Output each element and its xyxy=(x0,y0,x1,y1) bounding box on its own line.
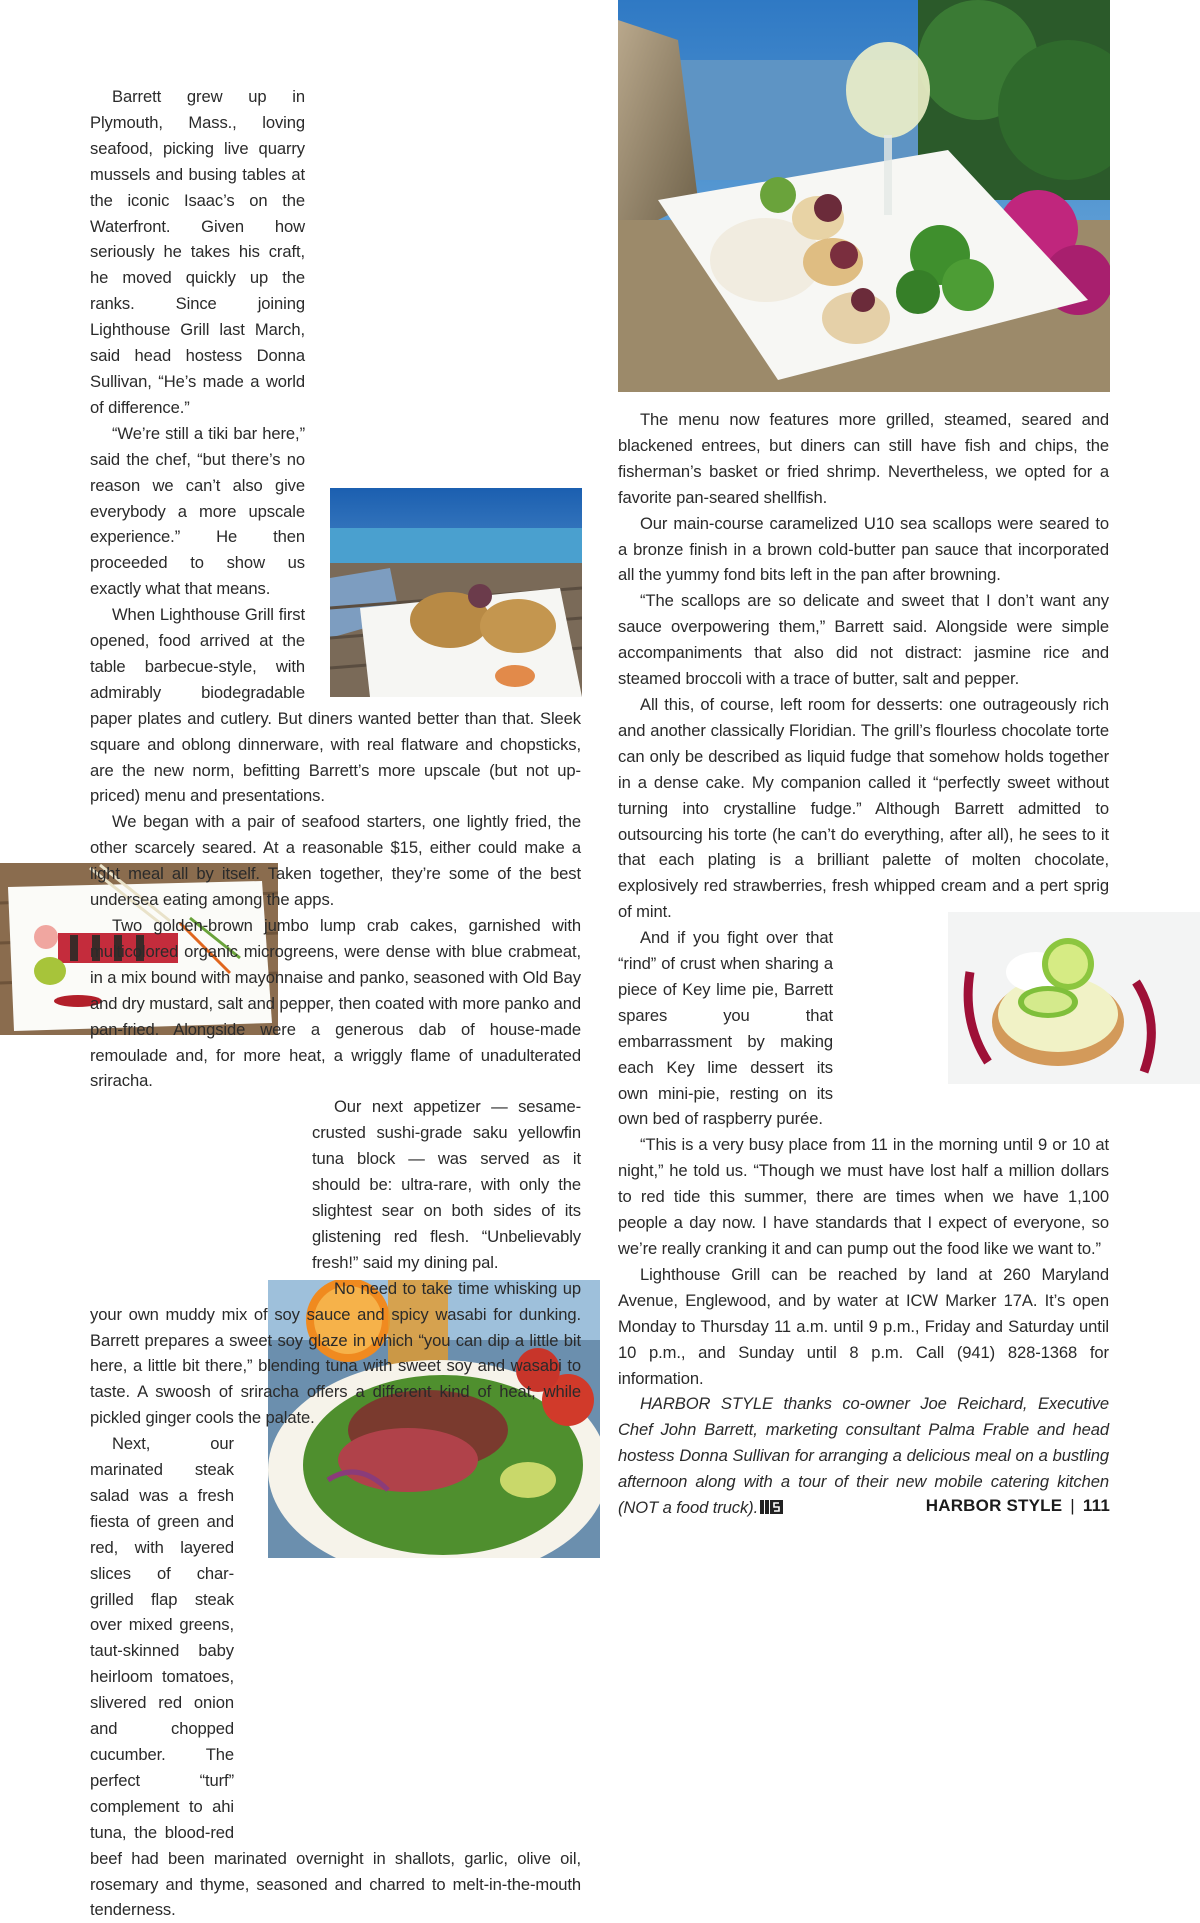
paragraph: Our main-course caramelized U10 sea scallops were seared to a bronze finish in a brown cold-butter pan sauce that incorporated all the yummy fond bits left in the pan after browning. xyxy=(618,513,1109,585)
paragraph: Two golden-brown jumbo lump crab cakes, garnished with multicolored organic microgreens, were dense with blue crabmeat, in a mix bound with mayonnaise and panko, seasoned with Old Bay and dry mustard, salt and pepper, then coated with more panko and pan-fried. Alongside were a generous dab of house-made remoulade and, for more heat, a wriggly flame of unadulterated sriracha. xyxy=(90,916,581,1091)
paragraph: Barrett grew up in Plymouth, Mass., loving seafood, picking live quarry mussels and busing tables at the iconic Isaac’s on the Waterfront. Given how seriously he takes his craft, he moved quickly up the ranks. Since joining Lighthouse Grill last March, said head hostess Donna Sullivan, “He’s made a world of difference.” xyxy=(90,87,305,417)
steak-wrap xyxy=(248,1535,581,1825)
paragraph: No need to take time whisking up your own muddy mix of soy sauce and spicy wasabi for dunking. Barrett prepares a sweet soy glaze in which “you can dip a little bit here, a little bit there,” blending tuna with sweet soy and wasabi to taste. A swoosh of sriracha offers a different kind of heat, while pickled ginger cools the palate. xyxy=(90,1278,581,1428)
paragraph: We began with a pair of seafood starters, one lightly fried, the other scarcely seared. At a reasonable $15, either could make a light meal all by itself. Taken together, they’re some of the best undersea eating among the apps. xyxy=(90,812,581,910)
paragraph: “We’re still a tiki bar here,” said the chef, “but there’s no reason we can’t also give everybody a more upscale experience.” He then proceeded to show us exactly what that means. xyxy=(90,423,305,599)
key-lime-wrap xyxy=(847,929,1109,1113)
tuna-wrap xyxy=(90,1096,296,1281)
paragraph: All this, of course, left room for desserts: one outrageously rich and another classically Floridian. The grill’s flourless chocolate torte can only be described as liquid fudge that somehow holds together in a dense cake. My companion called it “perfectly sweet without turning into crystalline fudge.” Although Barrett admitted to outsourcing his torte (he can’t do everything, after all), he sees to it that each plating is a brilliant palette of molten chocolate, explosively red strawberries, fresh whipped cream and a pert sprig of mint. xyxy=(618,694,1109,922)
paragraph: Next, our marinated steak salad was a fresh fiesta of green and red, with layered slices of char-grilled flap steak over mixed greens, taut-skinned baby heirloom tomatoes, slivered red onion and chopped cucumber. The perfect “turf” complement to ahi tuna, the blood-red beef had been marinated overnight in shallots, garlic, olive oil, rosemary and thyme, seasoned and charred to melt-in-the-mouth tenderness. xyxy=(90,1434,581,1920)
crab-cake-wrap xyxy=(319,476,581,687)
magazine-name: HARBOR STYLE xyxy=(925,1496,1063,1515)
page-footer xyxy=(926,1496,1110,1516)
paragraph: Our next appetizer — sesame-crusted sushi-grade saku yellowfin tuna block — was served as it should be: ultra-rare, with only the slightest sear on both sides of its glistening red flesh. “Unbelievably fresh!” said my dining pal. xyxy=(312,1097,581,1272)
right-column xyxy=(618,407,1109,1521)
paragraph: “This is a very busy place from 11 in the morning until 9 or 10 at night,” he told us. “Though we must have lost half a million dollars to red tide this summer, there are times when we have 1,100 people a day now. I have standards that I expect of everyone, so we’re really cranking it and can pump out the food like we want to.” xyxy=(618,1135,1109,1258)
paragraph: And if you fight over that “rind” of crust when sharing a piece of Key lime pie, Barrett spares you that embarrassment by making each Key lime dessert its own mini-pie, resting on its own bed of raspberry purée. xyxy=(618,928,833,1129)
paragraph: The menu now features more grilled, steamed, seared and blackened entrees, but diners can still have fish and chips, the fisherman’s basket or fried shrimp. Nevertheless, we opted for a favorite pan-seared shellfish. xyxy=(618,410,1109,507)
footer-separator: | xyxy=(1070,1496,1075,1515)
left-column xyxy=(90,84,581,1923)
harbor-style-logo-icon xyxy=(760,1499,784,1515)
paragraph: When Lighthouse Grill first opened, food arrived at the table barbecue-style, with admirably biodegradable paper plates and cutlery. But diners wanted better than that. Sleek square and oblong dinnerware, with real flatware and chopsticks, are the new norm, befitting Barrett’s more upscale (but not up-priced) menu and presentations. xyxy=(90,605,581,806)
credit-text: HARBOR STYLE thanks co-owner Joe Reichard, Executive Chef John Barrett, marketing consultant Palma Frable and head hostess Donna Sullivan for arranging a delicious meal on a bustling afternoon along with a tour of their new mobile catering kitchen (NOT a food truck). xyxy=(618,1394,1109,1518)
scallops-photo xyxy=(618,0,1110,392)
page-number: 111 xyxy=(1082,1496,1110,1515)
paragraph: Lighthouse Grill can be reached by land at 260 Maryland Avenue, Englewood, and by water at ICW Marker 17A. It’s open Monday to Thursday 11 a.m. until 9 p.m., Friday and Saturday until 10 p.m., and Sunday until 8 p.m. Call (941) 828-1368 for information. xyxy=(618,1264,1109,1388)
paragraph: “The scallops are so delicate and sweet that I don’t want any sauce overpowering them,” Barrett said. Alongside were simple accompaniments that also did not distract: jasmine rice and steamed broccoli with a trace of butter, salt and pepper. xyxy=(618,591,1109,689)
